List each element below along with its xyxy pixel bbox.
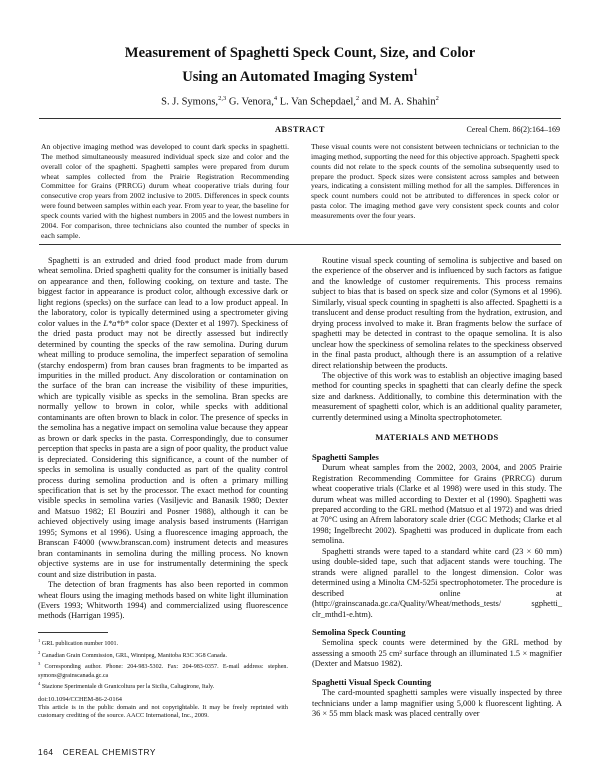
author-list xyxy=(30,95,570,108)
footnote-text: GRL publication number 1001. xyxy=(41,640,119,647)
footnote xyxy=(38,649,288,660)
body-paragraph: The objective of this work was to establish an objective imaging based method for counting specks in spaghetti that can clearly define the speck size and darkness. Additionally, to combine this determination with the measurement of spaghetti color, which is an additional quality parameter, currently determined using a Minolta spectrophotometer. xyxy=(312,370,562,422)
footnote-number: 2 xyxy=(38,649,41,655)
footnote-number: 4 xyxy=(38,681,41,687)
doi: doi:10.1094/CCHEM-86-2-0164 xyxy=(38,695,122,703)
author-affiliation: 2 xyxy=(355,95,360,102)
license-notice: This article is in the public domain and not copyrightable. It may be freely reprinted with customary crediting of the source. AACC International, Inc., 2009. xyxy=(38,703,288,720)
abstract-top-rule xyxy=(39,118,561,119)
abstract-bottom-rule xyxy=(39,244,561,245)
footnote xyxy=(38,637,288,648)
journal-name: CEREAL CHEMISTRY xyxy=(62,747,157,757)
footnote-rule xyxy=(38,632,108,633)
paragraph-text: Spaghetti is an extruded and dried food product made from durum wheat semolina. Dried spaghetti quality for the consumer is initially based on appearance and then, following cooking, on texture and taste. The biggest factor in appearance is product color, although excessive dark or light regions (specks) on the surface can lead to a low product appeal. In the laboratory, color is typically determined using a spectrometer giving color values in the xyxy=(38,256,288,328)
footnotes xyxy=(38,637,288,692)
author-name: G. Venora, xyxy=(228,96,274,108)
footnote-text: Stazione Sperimentale di Granicoltura per la Sicilia, Caltagirone, Italy. xyxy=(41,684,215,691)
page-footer xyxy=(38,747,156,757)
author-name: S. J. Symons, xyxy=(161,96,219,108)
body-paragraph: Semolina speck counts were determined by the GRL method by assessing a smooth 25 cm² surface through an illuminated 1.5 × magnifier (Dexter and Matsuo 1982). xyxy=(312,638,562,669)
author-name: and M. A. Shahin xyxy=(361,96,436,108)
body-paragraph: Durum wheat samples from the 2002, 2003, 2004, and 2005 Prairie Registration Recommending Committee for Grains (PRRCG) durum wheat cooperative trials (Clarke et al 1998) were used in this study. The durum wheat was milled according to Dexter et al (1990). Spaghetti was prepared according to the GRL method (Matsuo et al 1972) and was dried at 70°C using an Afrem laboratory scale drier (CGC Methods; Clarke et al 1998; Ingelbrecht 2002). Spaghetti was produced in duplicate from each semolina. xyxy=(312,463,562,546)
footnote xyxy=(38,680,288,691)
color-space-term: L*a*b* xyxy=(103,318,129,328)
author-affiliation: 4 xyxy=(273,95,278,102)
footnote-text: Corresponding author. Phone: 204-983-5302. Fax: 204-983-0357. E-mail address: stephen. symons@grainscanada.gc.ca xyxy=(38,664,288,679)
body-column-left xyxy=(38,256,288,721)
body-paragraph: Spaghetti strands were taped to a standard white card (23 × 60 mm) using double-sided tape, such that adjacent stands were touching. The strands were aligned parallel to the longest dimension. Color was determined using a Minolta CM-525i spectrophotometer. The procedure is described online at (http://grainscanada.gc.ca/Quality/Wheat/methods_tests/ sgphetti_ clr_mthd1-e.htm). xyxy=(312,546,562,619)
abstract-text-left: An objective imaging method was developed to count dark specks in spaghetti. The method simultaneously measured individual speck size and color and the overall color of the spaghetti. Spaghetti samples were prepared from durum wheat samples collected from the Prairie Registration Recommending Committee for Grains (PRRCG) durum wheat cooperative trials during four consecutive crop years from 2002 inclusive to 2005. Differences in speck counts were found between samples within each year. From year to year, the baseline for speck counts varied with the highest numbers in 2005 and the lowest numbers in 2004. For comparison, three technicians also counted the number of specks in each sample. xyxy=(41,142,289,240)
title-line-2: Using an Automated Imaging System xyxy=(182,68,414,85)
section-heading: MATERIALS AND METHODS xyxy=(375,433,499,443)
author-name: L. Van Schepdael, xyxy=(279,96,356,108)
title-line-1: Measurement of Spaghetti Speck Count, Size, and Color xyxy=(124,45,476,61)
abstract-text-right: These visual counts were not consistent between technicians or technician to the imaging method, supporting the need for this objective approach. Spaghetti speck counts did not relate to the speck counts of the semolina subsequently used to prepare the product. Speck sizes were consistent across samples and between years, indicating a consistent milling method for all the samples. Differences in speck count numbers could not be attributed to differences in speck color or pasta color. The imaging method gave very consistent speck counts and color measurements over the four years. xyxy=(311,142,560,220)
body-paragraph: The card-mounted spaghetti samples were visually inspected by three technicians under a lamp magnifier using 5,000 k fluorescent lighting. A 36 × 55 mm black mask was placed centrally over xyxy=(312,688,562,719)
footnote xyxy=(38,660,288,679)
footnote-text: Canadian Grain Commission, GRL, Winnipeg, Manitoba R3C 3G8 Canada. xyxy=(41,652,227,659)
author-affiliation: 2,3 xyxy=(218,95,227,102)
body-paragraph: The detection of bran fragments has also been reported in common wheat flours using the imaging methods based on white light illumination (Evers 1993; Whitworth 1994) and commercialized using fluorescence methods (Harrigan 1995). xyxy=(38,580,288,621)
subsection-heading: Semolina Speck Counting xyxy=(312,626,406,637)
title-footnote-marker: 1 xyxy=(413,67,418,77)
abstract-heading: ABSTRACT xyxy=(275,125,325,134)
page-number: 164 xyxy=(38,747,54,757)
subsection-heading: Spaghetti Visual Speck Counting xyxy=(312,676,432,687)
body-paragraph: Routine visual speck counting of semolina is subjective and based on the experience of the observer and is influenced by such factors as fatigue and the knowledge of customer requirements. This process remains subject to bias that is based on speck size and color (Symons et al 1996). Similarly, visual speck counting in spaghetti is also affected. Spaghetti is a translucent and dense product resulting from the hydration, extrusion, and drying process involved to make it. Bran fragments below the surface of spaghetti may be detected in contrast to the opaque semolina. It is also unclear how the speckiness of semolina relates to the speckiness observed in the final pasta product, although there is an assumption of a relative direct relationship between the products. xyxy=(312,256,562,370)
body-paragraph xyxy=(38,256,288,580)
subsection-heading: Spaghetti Samples xyxy=(312,451,379,462)
author-affiliation: 2 xyxy=(435,95,439,102)
footnote-number: 3 xyxy=(38,661,41,667)
body-column-right xyxy=(312,256,562,720)
article-title xyxy=(30,44,570,87)
paragraph-text: color space (Dexter et al 1997). Speckiness of the dried pasta product may not be directly assessed but indirectly determined by counting the specks of the raw semolina. During durum wheat milling to produce semolina, the imperfect separation of semolina (starchy endosperm) from bran causes bran fragments to be imparted as impurities in the milled product. Any discoloration or contamination on the surface of the bran can increase the visibility of these impurities, which are typically visible as specks in the semolina. Bran specks are normally yellow to brown in color, while specks with additional contaminants are often brown to black in color. The presence of specks in the semolina has a negative impact on semolina value because they appear as brown or dark specks in the pasta. Correspondingly, due to consumer perception that specks in pasta are a sign of poor quality, the product value is depreciated. Considering this significance, a count of the number of specks in semolina is usually conducted as part of the quality control process during semolina production and is often a primary milling specification that is set by the processor. The exact method for counting visible specks in semolina varies (Vasiljevic and Banasik 1980; Dexter and Matsuo 1982; El Bouziri and Posner 1988), although it can be achieved objectively using image analysis based instruments (Harrigan 1995; Symons et al 1996). Using a fluorescence imaging approach, the Branscan F4000 (www.branscan.com) instrument detects and measures bran contaminants in semolina during the milling process. No known objective systems are in use for instrumentally determining the speck count and size distribution in pasta. xyxy=(38,318,288,579)
doi-block xyxy=(38,696,288,721)
footnote-number: 1 xyxy=(38,637,41,643)
journal-citation: Cereal Chem. 86(2):164–169 xyxy=(466,125,560,134)
